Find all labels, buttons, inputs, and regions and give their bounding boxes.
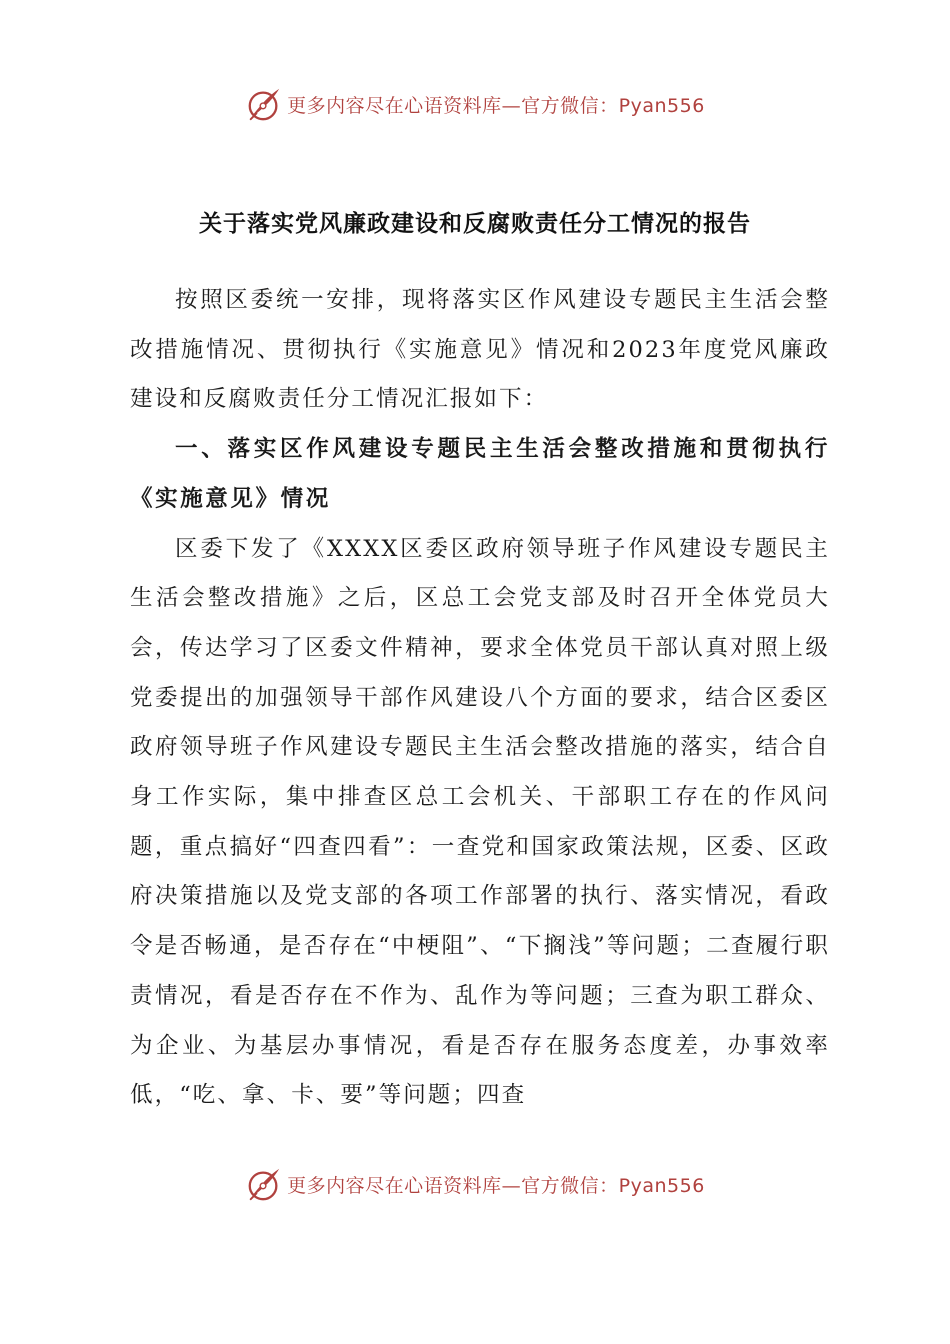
- section-heading: 一、落实区作风建设专题民主生活会整改措施和贯彻执行《实施意见》情况: [130, 436, 830, 512]
- banner-text: [287, 91, 705, 118]
- banner-text: [287, 1171, 705, 1198]
- quill-pen-logo-icon: [245, 85, 283, 123]
- quill-pen-logo-icon: [245, 1165, 283, 1203]
- body-paragraph: 区委下发了《XXXX区委区政府领导班子作风建设专题民主生活会整改措施》之后，区总工会党支部及时召开全体党员大会，传达学习了区委文件精神，要求全体党员干部认真对照上级党委提出的加强领导干部作风建设八个方面的要求，结合区委区政府领导班子作风建设专题民主生活会整改措施的落实，结合自身工作实际，集中排查区总工会机关、干部职工存在的作风问题，重点搞好“四查四看”：一查党和国家政策法规，区委、区政府决策措施以及党支部的各项工作部署的执行、落实情况，看政令是否畅通，是否存在“中梗阻”、“下搁浅”等问题；二查履行职责情况，看是否存在不作为、乱作为等问题；三查为职工群众、为企业、为基层办事情况，看是否存在服务态度差，办事效率低，“吃、拿、卡、要”等问题；四查: [130, 535, 830, 1109]
- footer-banner: [0, 1162, 950, 1206]
- wechat-id: Pyan556: [618, 1174, 705, 1197]
- banner-label: 更多内容尽在心语资料库—官方微信：: [287, 94, 619, 117]
- wechat-id: Pyan556: [618, 94, 705, 117]
- header-banner: [0, 82, 950, 126]
- intro-paragraph: 按照区委统一安排，现将落实区作风建设专题民主生活会整改措施情况、贯彻执行《实施意见》情况和2023年度党风廉政建设和反腐败责任分工情况汇报如下：: [130, 287, 830, 413]
- document-title: 关于落实党风廉政建设和反腐败责任分工情况的报告: [199, 210, 751, 237]
- document-body: [130, 276, 830, 1121]
- banner-label: 更多内容尽在心语资料库—官方微信：: [287, 1174, 619, 1197]
